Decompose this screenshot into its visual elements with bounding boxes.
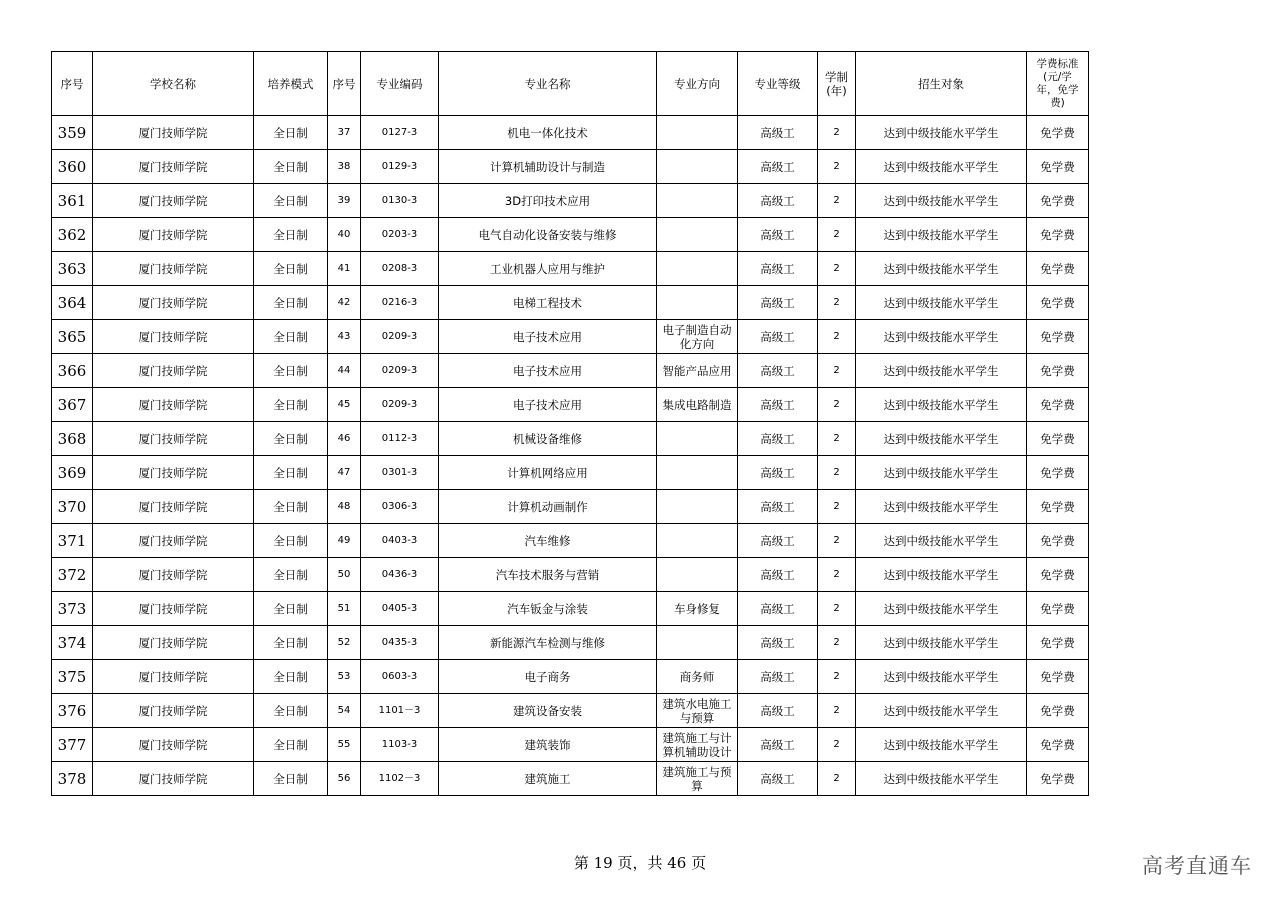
years: 2: [818, 320, 856, 354]
years: 2: [818, 762, 856, 796]
fee: 免学费: [1027, 524, 1089, 558]
major-direction: [657, 456, 738, 490]
major-code: 0209-3: [361, 354, 439, 388]
major-name: 建筑施工: [439, 762, 657, 796]
major-name: 建筑设备安装: [439, 694, 657, 728]
header-fee: 学费标准 (元/学 年，免学 费): [1027, 52, 1089, 116]
major-level: 高级工: [738, 660, 818, 694]
sub-seq: 39: [328, 184, 361, 218]
table-row: [52, 422, 1089, 456]
years: 2: [818, 388, 856, 422]
fee: 免学费: [1027, 116, 1089, 150]
sub-seq: 42: [328, 286, 361, 320]
major-direction: [657, 252, 738, 286]
major-name: 电子技术应用: [439, 388, 657, 422]
row-seq: 371: [52, 524, 93, 558]
row-seq: 373: [52, 592, 93, 626]
school-name: 厦门技师学院: [93, 728, 254, 762]
major-level: 高级工: [738, 184, 818, 218]
target: 达到中级技能水平学生: [856, 218, 1027, 252]
years: 2: [818, 286, 856, 320]
fee: 免学费: [1027, 490, 1089, 524]
school-name: 厦门技师学院: [93, 252, 254, 286]
training-mode: 全日制: [254, 320, 328, 354]
major-direction: 建筑施工与预算: [657, 762, 738, 796]
target: 达到中级技能水平学生: [856, 388, 1027, 422]
years: 2: [818, 728, 856, 762]
major-level: 高级工: [738, 320, 818, 354]
table-row: [52, 354, 1089, 388]
major-direction: [657, 286, 738, 320]
fee: 免学费: [1027, 150, 1089, 184]
school-name: 厦门技师学院: [93, 694, 254, 728]
target: 达到中级技能水平学生: [856, 456, 1027, 490]
major-level: 高级工: [738, 456, 818, 490]
major-level: 高级工: [738, 218, 818, 252]
major-name: 新能源汽车检测与维修: [439, 626, 657, 660]
header-major-level: 专业等级: [738, 52, 818, 116]
row-seq: 360: [52, 150, 93, 184]
table-body: [52, 116, 1089, 796]
school-name: 厦门技师学院: [93, 286, 254, 320]
training-mode: 全日制: [254, 422, 328, 456]
years: 2: [818, 422, 856, 456]
major-level: 高级工: [738, 592, 818, 626]
major-direction: [657, 626, 738, 660]
major-level: 高级工: [738, 252, 818, 286]
major-level: 高级工: [738, 354, 818, 388]
fee: 免学费: [1027, 422, 1089, 456]
table-row: [52, 490, 1089, 524]
major-direction: [657, 184, 738, 218]
years: 2: [818, 150, 856, 184]
table-row: [52, 728, 1089, 762]
fee: 免学费: [1027, 184, 1089, 218]
school-name: 厦门技师学院: [93, 422, 254, 456]
major-code: 0129-3: [361, 150, 439, 184]
major-code: 0208-3: [361, 252, 439, 286]
sub-seq: 45: [328, 388, 361, 422]
major-code: 0405-3: [361, 592, 439, 626]
row-seq: 375: [52, 660, 93, 694]
years: 2: [818, 626, 856, 660]
table-row: [52, 626, 1089, 660]
target: 达到中级技能水平学生: [856, 422, 1027, 456]
target: 达到中级技能水平学生: [856, 354, 1027, 388]
major-code: 0435-3: [361, 626, 439, 660]
years: 2: [818, 660, 856, 694]
sub-seq: 47: [328, 456, 361, 490]
table-row: [52, 150, 1089, 184]
major-level: 高级工: [738, 694, 818, 728]
major-name: 计算机网络应用: [439, 456, 657, 490]
sub-seq: 56: [328, 762, 361, 796]
header-target: 招生对象: [856, 52, 1027, 116]
target: 达到中级技能水平学生: [856, 626, 1027, 660]
header-major-name: 专业名称: [439, 52, 657, 116]
major-code: 0216-3: [361, 286, 439, 320]
header-training-mode: 培养模式: [254, 52, 328, 116]
sub-seq: 46: [328, 422, 361, 456]
header-seq: 序号: [52, 52, 93, 116]
years: 2: [818, 354, 856, 388]
major-code: 0127-3: [361, 116, 439, 150]
row-seq: 366: [52, 354, 93, 388]
major-direction: [657, 490, 738, 524]
major-code: 0209-3: [361, 320, 439, 354]
table-header-row: [52, 52, 1089, 116]
major-level: 高级工: [738, 558, 818, 592]
major-direction: 集成电路制造: [657, 388, 738, 422]
major-name: 汽车维修: [439, 524, 657, 558]
table-row: [52, 184, 1089, 218]
fee: 免学费: [1027, 320, 1089, 354]
major-code: 0306-3: [361, 490, 439, 524]
fee: 免学费: [1027, 286, 1089, 320]
training-mode: 全日制: [254, 490, 328, 524]
school-name: 厦门技师学院: [93, 762, 254, 796]
table-row: [52, 252, 1089, 286]
table-row: [52, 218, 1089, 252]
years: 2: [818, 490, 856, 524]
sub-seq: 43: [328, 320, 361, 354]
table-row: [52, 320, 1089, 354]
table-row: [52, 694, 1089, 728]
major-level: 高级工: [738, 762, 818, 796]
row-seq: 374: [52, 626, 93, 660]
target: 达到中级技能水平学生: [856, 490, 1027, 524]
target: 达到中级技能水平学生: [856, 592, 1027, 626]
school-name: 厦门技师学院: [93, 524, 254, 558]
sub-seq: 51: [328, 592, 361, 626]
school-name: 厦门技师学院: [93, 116, 254, 150]
target: 达到中级技能水平学生: [856, 116, 1027, 150]
target: 达到中级技能水平学生: [856, 694, 1027, 728]
sub-seq: 37: [328, 116, 361, 150]
header-years: 学制 (年): [818, 52, 856, 116]
major-direction: 电子制造自动化方向: [657, 320, 738, 354]
sub-seq: 52: [328, 626, 361, 660]
target: 达到中级技能水平学生: [856, 660, 1027, 694]
school-name: 厦门技师学院: [93, 388, 254, 422]
sub-seq: 53: [328, 660, 361, 694]
training-mode: 全日制: [254, 728, 328, 762]
major-level: 高级工: [738, 422, 818, 456]
table-row: [52, 524, 1089, 558]
row-seq: 376: [52, 694, 93, 728]
major-name: 3D打印技术应用: [439, 184, 657, 218]
major-code: 1102－3: [361, 762, 439, 796]
target: 达到中级技能水平学生: [856, 184, 1027, 218]
row-seq: 372: [52, 558, 93, 592]
years: 2: [818, 116, 856, 150]
years: 2: [818, 524, 856, 558]
years: 2: [818, 558, 856, 592]
school-name: 厦门技师学院: [93, 150, 254, 184]
major-name: 电子技术应用: [439, 354, 657, 388]
major-direction: 智能产品应用: [657, 354, 738, 388]
fee: 免学费: [1027, 762, 1089, 796]
target: 达到中级技能水平学生: [856, 524, 1027, 558]
training-mode: 全日制: [254, 456, 328, 490]
school-name: 厦门技师学院: [93, 218, 254, 252]
major-code: 1103-3: [361, 728, 439, 762]
years: 2: [818, 252, 856, 286]
row-seq: 362: [52, 218, 93, 252]
major-code: 0403-3: [361, 524, 439, 558]
sub-seq: 48: [328, 490, 361, 524]
target: 达到中级技能水平学生: [856, 252, 1027, 286]
training-mode: 全日制: [254, 286, 328, 320]
major-direction: 建筑施工与计算机辅助设计: [657, 728, 738, 762]
sub-seq: 49: [328, 524, 361, 558]
training-mode: 全日制: [254, 150, 328, 184]
target: 达到中级技能水平学生: [856, 558, 1027, 592]
row-seq: 361: [52, 184, 93, 218]
school-name: 厦门技师学院: [93, 558, 254, 592]
table-row: [52, 286, 1089, 320]
fee: 免学费: [1027, 728, 1089, 762]
fee: 免学费: [1027, 626, 1089, 660]
table-row: [52, 388, 1089, 422]
years: 2: [818, 456, 856, 490]
sub-seq: 38: [328, 150, 361, 184]
sub-seq: 41: [328, 252, 361, 286]
major-level: 高级工: [738, 116, 818, 150]
sub-seq: 54: [328, 694, 361, 728]
major-name: 汽车钣金与涂装: [439, 592, 657, 626]
header-major-direction: 专业方向: [657, 52, 738, 116]
table-row: [52, 116, 1089, 150]
major-direction: [657, 218, 738, 252]
school-name: 厦门技师学院: [93, 354, 254, 388]
training-mode: 全日制: [254, 592, 328, 626]
target: 达到中级技能水平学生: [856, 728, 1027, 762]
major-code: 0130-3: [361, 184, 439, 218]
row-seq: 363: [52, 252, 93, 286]
fee: 免学费: [1027, 252, 1089, 286]
major-level: 高级工: [738, 286, 818, 320]
table-row: [52, 592, 1089, 626]
major-name: 电子技术应用: [439, 320, 657, 354]
row-seq: 377: [52, 728, 93, 762]
row-seq: 365: [52, 320, 93, 354]
school-name: 厦门技师学院: [93, 660, 254, 694]
years: 2: [818, 218, 856, 252]
major-code: 0436-3: [361, 558, 439, 592]
row-seq: 369: [52, 456, 93, 490]
header-major-code: 专业编码: [361, 52, 439, 116]
table-row: [52, 558, 1089, 592]
major-direction: [657, 524, 738, 558]
major-code: 0301-3: [361, 456, 439, 490]
major-name: 电子商务: [439, 660, 657, 694]
major-level: 高级工: [738, 388, 818, 422]
major-code: 0209-3: [361, 388, 439, 422]
major-level: 高级工: [738, 728, 818, 762]
target: 达到中级技能水平学生: [856, 320, 1027, 354]
sub-seq: 40: [328, 218, 361, 252]
watermark-logo: 高考直通车: [1142, 854, 1252, 878]
table-row: [52, 660, 1089, 694]
row-seq: 368: [52, 422, 93, 456]
row-seq: 367: [52, 388, 93, 422]
training-mode: 全日制: [254, 660, 328, 694]
major-name: 计算机辅助设计与制造: [439, 150, 657, 184]
fee: 免学费: [1027, 558, 1089, 592]
major-direction: [657, 116, 738, 150]
major-code: 1101－3: [361, 694, 439, 728]
training-mode: 全日制: [254, 252, 328, 286]
major-direction: 车身修复: [657, 592, 738, 626]
years: 2: [818, 184, 856, 218]
school-name: 厦门技师学院: [93, 490, 254, 524]
major-level: 高级工: [738, 524, 818, 558]
major-code: 0603-3: [361, 660, 439, 694]
major-name: 工业机器人应用与维护: [439, 252, 657, 286]
row-seq: 370: [52, 490, 93, 524]
school-name: 厦门技师学院: [93, 592, 254, 626]
fee: 免学费: [1027, 660, 1089, 694]
school-name: 厦门技师学院: [93, 626, 254, 660]
training-mode: 全日制: [254, 558, 328, 592]
target: 达到中级技能水平学生: [856, 150, 1027, 184]
row-seq: 364: [52, 286, 93, 320]
target: 达到中级技能水平学生: [856, 286, 1027, 320]
header-school-name: 学校名称: [93, 52, 254, 116]
years: 2: [818, 592, 856, 626]
major-name: 电梯工程技术: [439, 286, 657, 320]
page-footer: 第 19 页，共 46 页: [573, 854, 707, 872]
header-sub-seq: 序号: [328, 52, 361, 116]
major-name: 机械设备维修: [439, 422, 657, 456]
training-mode: 全日制: [254, 388, 328, 422]
years: 2: [818, 694, 856, 728]
major-level: 高级工: [738, 490, 818, 524]
major-direction: [657, 422, 738, 456]
table-row: [52, 762, 1089, 796]
fee: 免学费: [1027, 218, 1089, 252]
major-name: 机电一体化技术: [439, 116, 657, 150]
training-mode: 全日制: [254, 354, 328, 388]
school-name: 厦门技师学院: [93, 184, 254, 218]
table-row: [52, 456, 1089, 490]
major-name: 汽车技术服务与营销: [439, 558, 657, 592]
training-mode: 全日制: [254, 524, 328, 558]
fee: 免学费: [1027, 694, 1089, 728]
training-mode: 全日制: [254, 694, 328, 728]
sub-seq: 44: [328, 354, 361, 388]
major-name: 计算机动画制作: [439, 490, 657, 524]
school-name: 厦门技师学院: [93, 320, 254, 354]
enrollment-table: [51, 51, 1089, 796]
row-seq: 378: [52, 762, 93, 796]
training-mode: 全日制: [254, 762, 328, 796]
major-direction: [657, 150, 738, 184]
major-name: 建筑装饰: [439, 728, 657, 762]
major-level: 高级工: [738, 626, 818, 660]
training-mode: 全日制: [254, 626, 328, 660]
fee: 免学费: [1027, 354, 1089, 388]
fee: 免学费: [1027, 456, 1089, 490]
target: 达到中级技能水平学生: [856, 762, 1027, 796]
major-name: 电气自动化设备安装与维修: [439, 218, 657, 252]
major-direction: 建筑水电施工与预算: [657, 694, 738, 728]
major-code: 0112-3: [361, 422, 439, 456]
row-seq: 359: [52, 116, 93, 150]
major-code: 0203-3: [361, 218, 439, 252]
training-mode: 全日制: [254, 218, 328, 252]
training-mode: 全日制: [254, 184, 328, 218]
fee: 免学费: [1027, 388, 1089, 422]
sub-seq: 50: [328, 558, 361, 592]
training-mode: 全日制: [254, 116, 328, 150]
major-direction: [657, 558, 738, 592]
fee: 免学费: [1027, 592, 1089, 626]
major-direction: 商务师: [657, 660, 738, 694]
school-name: 厦门技师学院: [93, 456, 254, 490]
major-level: 高级工: [738, 150, 818, 184]
sub-seq: 55: [328, 728, 361, 762]
